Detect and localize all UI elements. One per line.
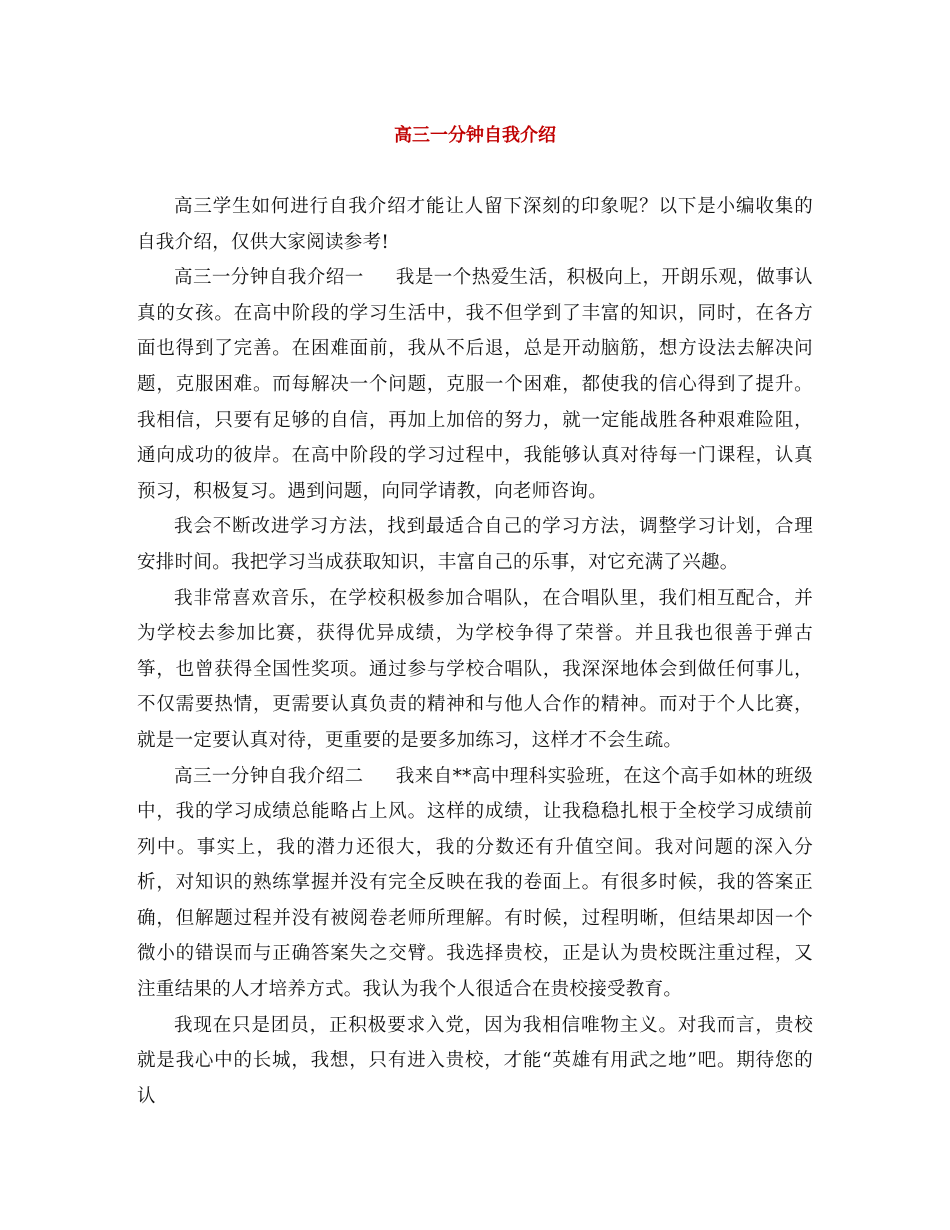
paragraph-introduction-two xyxy=(137,759,813,1008)
document-body xyxy=(137,189,813,1114)
paragraph-text: 我现在只是团员，正积极要求入党，因为我相信唯物主义。对我而言，贵校就是我心中的长城，我想，只有进入贵校，才能“英雄有用武之地”吧。期待您的认 xyxy=(137,1014,813,1107)
paragraph-text: 我是一个热爱生活，积极向上，开朗乐观，做事认真的女孩。在高中阶段的学习生活中，我不但学到了丰富的知识，同时，在各方面也得到了完善。在困难面前，我从不后退，总是开动脑筋，想方设法去解决问题，克服困难。而每解决一个问题，克服一个困难，都使我的信心得到了提升。我相信，只要有足够的自信，再加上加倍的努力，就一定能战胜各种艰难险阻，通向成功的彼岸。在高中阶段的学习过程中，我能够认真对待每一门课程，认真预习，积极复习。遇到问题，向同学请教，向老师咨询。 xyxy=(137,267,813,502)
document-title: 高三一分钟自我介绍 xyxy=(394,125,556,146)
paragraph-intro xyxy=(137,189,813,260)
paragraph-introduction-one xyxy=(137,260,813,509)
paragraph-text: 我会不断改进学习方法，找到最适合自己的学习方法，调整学习计划，合理安排时间。我把学习当成获取知识，丰富自己的乐事，对它充满了兴趣。 xyxy=(137,516,813,573)
paragraph-party xyxy=(137,1008,813,1115)
paragraph-text: 我非常喜欢音乐，在学校积极参加合唱队，在合唱队里，我们相互配合，并为学校去参加比赛，获得优异成绩，为学校争得了荣誉。并且我也很善于弹古筝，也曾获得全国性奖项。通过参与学校合唱队，我深深地体会到做任何事儿，不仅需要热情，更需要认真负责的精神和与他人合作的精神。而对于个人比赛，就是一定要认真对待，更重要的是要多加练习，这样才不会生疏。 xyxy=(137,587,813,751)
section-heading: 高三一分钟自我介绍一 xyxy=(174,267,364,289)
paragraph-text: 我来自**高中理科实验班，在这个高手如林的班级中，我的学习成绩总能略占上风。这样的成绩，让我稳稳扎根于全校学习成绩前列中。事实上，我的潜力还很大，我的分数还有升值空间。我对问题的深入分析，对知识的熟练掌握并没有完全反映在我的卷面上。有很多时候，我的答案正确，但解题过程并没有被阅卷老师所理解。有时候，过程明晰，但结果却因一个微小的错误而与正确答案失之交臂。我选择贵校，正是认为贵校既注重过程，又注重结果的人才培养方式。我认为我个人很适合在贵校接受教育。 xyxy=(137,765,813,1001)
paragraph-text: 高三学生如何进行自我介绍才能让人留下深刻的印象呢？以下是小编收集的自我介绍，仅供大家阅读参考! xyxy=(137,196,813,253)
paragraph-study-method xyxy=(137,509,813,580)
section-heading: 高三一分钟自我介绍二 xyxy=(174,765,364,787)
paragraph-music xyxy=(137,581,813,759)
